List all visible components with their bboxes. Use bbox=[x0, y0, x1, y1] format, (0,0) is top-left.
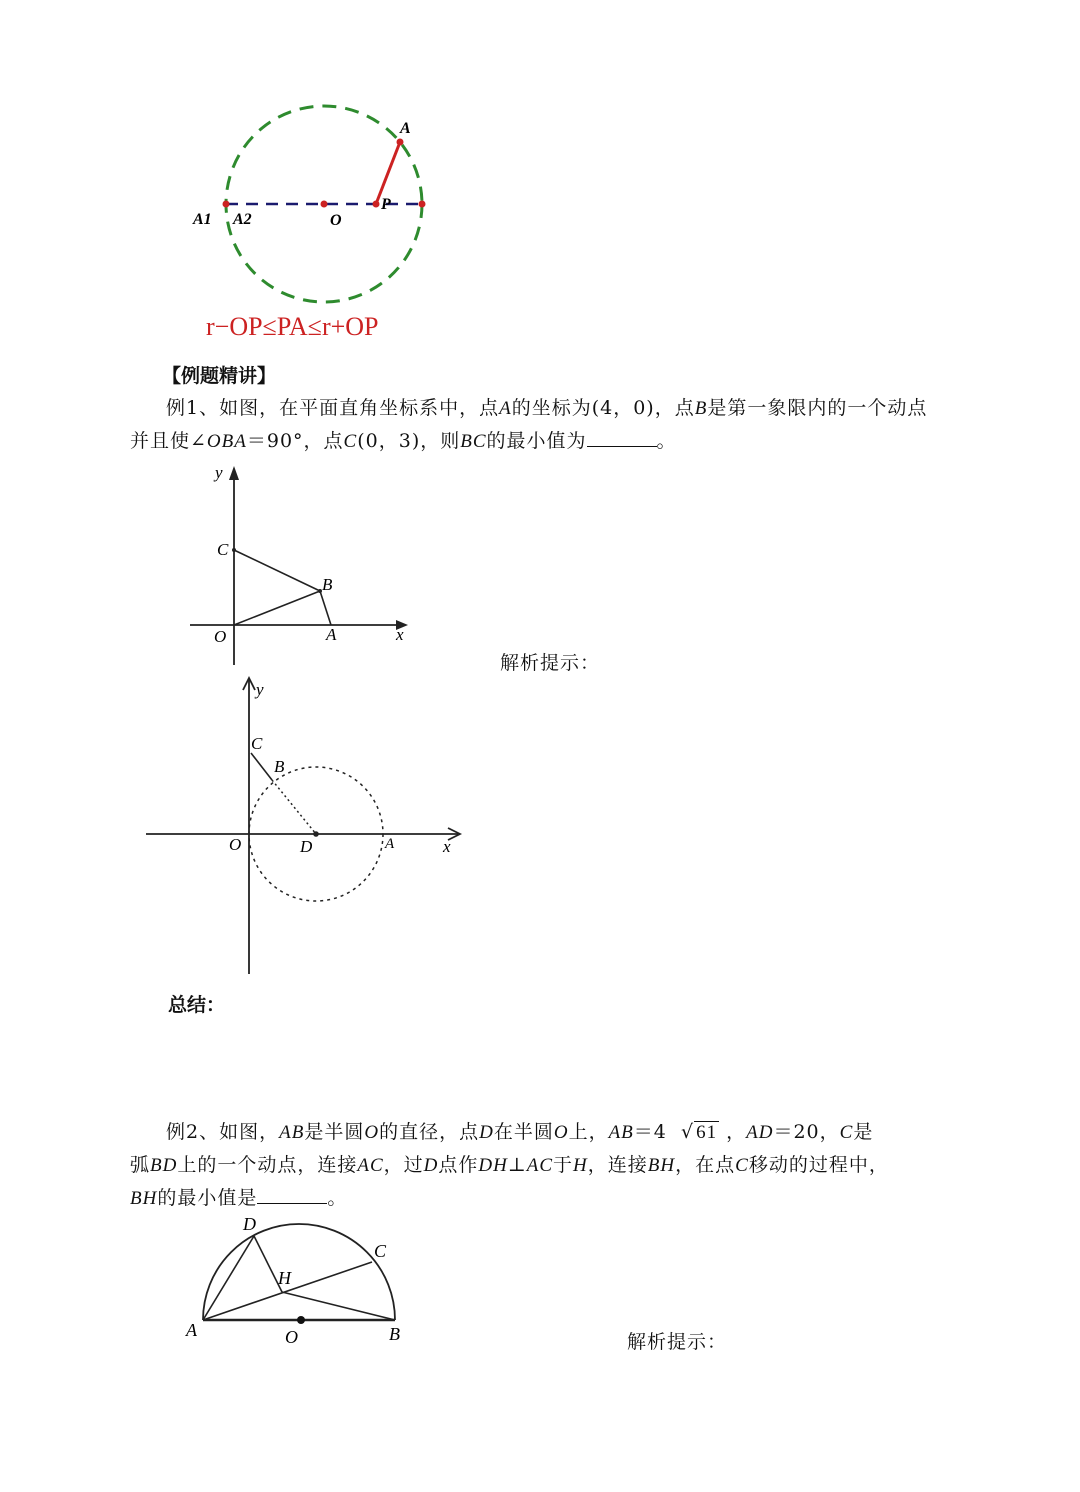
point-o bbox=[297, 1316, 305, 1324]
segment-ad bbox=[203, 1236, 254, 1320]
section-title: 【例题精讲】 bbox=[162, 365, 277, 387]
summary-label: 总结： bbox=[168, 994, 226, 1016]
label-a: A bbox=[326, 625, 337, 644]
example2-line2: 弧BD上的一个动点，连接AC，过D点作DH⊥AC于H，连接BH，在点C移动的过程中， bbox=[130, 1154, 889, 1176]
example2-hint: 解析提示： bbox=[627, 1331, 728, 1353]
label-b: B bbox=[274, 757, 285, 776]
example2-line3: BH的最小值是 。 bbox=[130, 1187, 348, 1209]
formula: r−OP≤PA≤r+OP bbox=[206, 312, 379, 341]
label-y: y bbox=[215, 463, 223, 482]
label-d: D bbox=[243, 1214, 256, 1234]
example1-hint: 解析提示： bbox=[500, 652, 601, 674]
label-o: O bbox=[330, 212, 342, 229]
label-a1: A1 bbox=[193, 211, 212, 228]
label-a: A bbox=[186, 1320, 197, 1340]
label-c: C bbox=[217, 540, 229, 559]
segment-hb bbox=[282, 1292, 395, 1320]
sqrt-value: 61 bbox=[696, 1122, 718, 1143]
label-h: H bbox=[278, 1268, 291, 1288]
label-o: O bbox=[229, 835, 242, 854]
label-y: y bbox=[256, 680, 264, 699]
label-o: O bbox=[285, 1327, 298, 1347]
label-b: B bbox=[389, 1324, 400, 1344]
label-c: C bbox=[251, 734, 263, 753]
example2-line1: 例2、如图，AB是半圆O的直径，点D在半圆O上，AB＝4 √ 61 ，AD＝20，C是 bbox=[166, 1121, 874, 1143]
example1-line2: 并且使∠OBA＝90°，点C(0，3)，则BC的最小值为 。 bbox=[130, 430, 677, 452]
label-a2: A2 bbox=[233, 211, 252, 228]
label-x: x bbox=[443, 837, 451, 856]
label-o: O bbox=[214, 627, 227, 646]
label-a: A bbox=[385, 836, 395, 852]
label-a: A bbox=[400, 120, 411, 137]
label-b: B bbox=[322, 575, 333, 594]
label-x: x bbox=[396, 625, 404, 644]
label-c: C bbox=[374, 1241, 387, 1261]
label-p: P bbox=[381, 196, 391, 213]
label-d: D bbox=[300, 837, 313, 856]
example1-line1: 例1、如图，在平面直角坐标系中，点A的坐标为(4，0)，点B是第一象限内的一个动点 bbox=[166, 397, 928, 419]
